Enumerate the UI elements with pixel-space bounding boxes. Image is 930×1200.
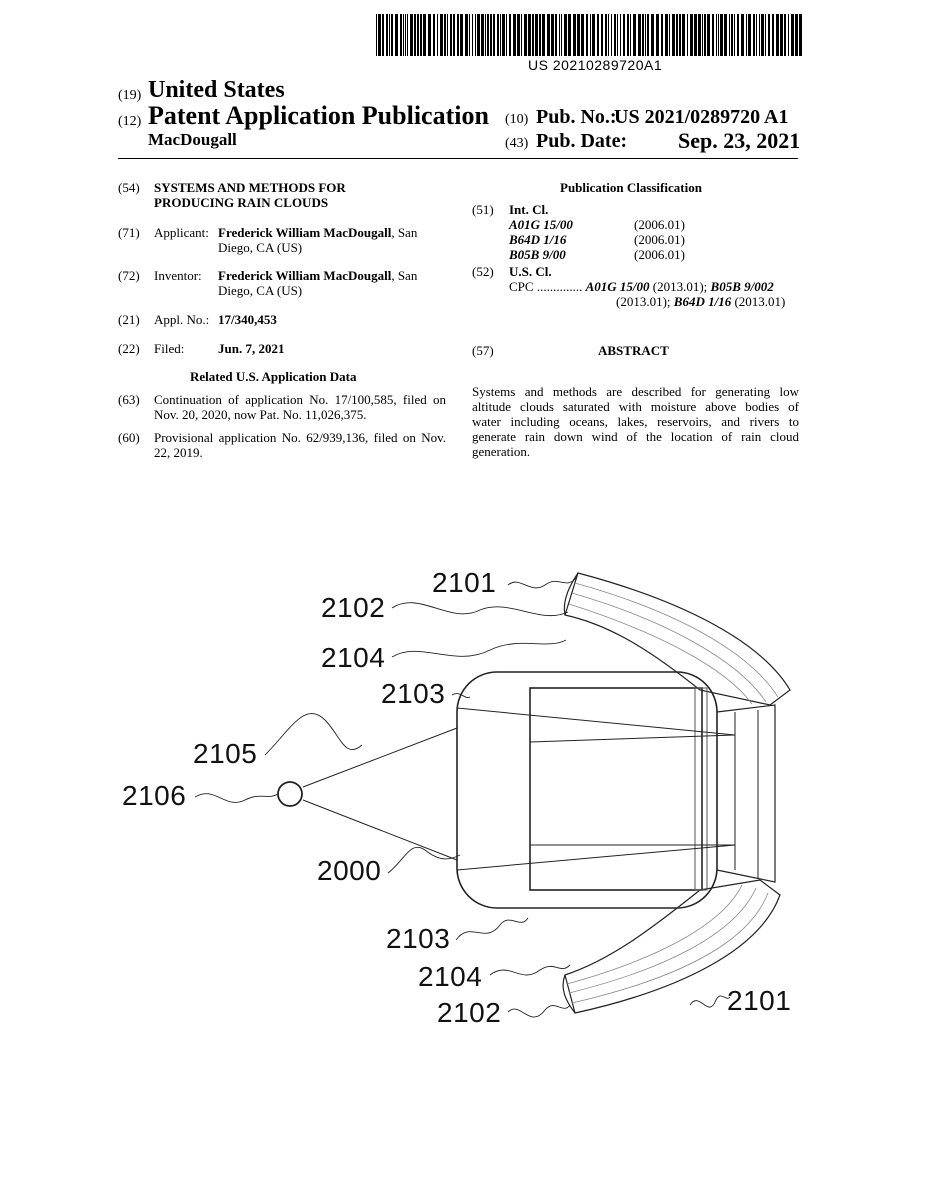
barcode-bar bbox=[724, 14, 727, 56]
barcode-bar bbox=[665, 14, 668, 56]
int-class-3-year: (2006.01) bbox=[634, 247, 685, 262]
inner-box bbox=[530, 688, 702, 890]
barcode-bar bbox=[611, 14, 612, 56]
barcode-bar bbox=[444, 14, 446, 56]
barcode-bar bbox=[521, 14, 522, 56]
barcode-bar bbox=[651, 14, 654, 56]
barcode-bar bbox=[517, 14, 520, 56]
barcode-bar bbox=[746, 14, 747, 56]
cpc-class-1: A01G 15/00 bbox=[585, 279, 650, 294]
appl-code: (21) bbox=[118, 312, 140, 327]
label-2106: 2106 bbox=[122, 780, 187, 811]
upper-wing-band-3 bbox=[569, 604, 752, 704]
barcode-bar bbox=[403, 14, 404, 56]
leader-2104-bottom bbox=[490, 965, 570, 975]
barcode-bar bbox=[718, 14, 719, 56]
us-cl-code: (52) bbox=[472, 264, 494, 279]
abstract-line-3: water including oceans, lakes, reservoirs, and rivers to bbox=[472, 414, 799, 429]
barcode-bar bbox=[437, 14, 438, 56]
barcode-bar bbox=[509, 14, 511, 56]
barcode-bar bbox=[784, 14, 786, 56]
barcode-bar bbox=[642, 14, 644, 56]
projection-line-bottom bbox=[303, 800, 457, 860]
abstract-heading: ABSTRACT bbox=[598, 343, 669, 358]
barcode-bar bbox=[513, 14, 516, 56]
barcode-bar bbox=[460, 14, 463, 56]
label-2102-bottom: 2102 bbox=[437, 997, 502, 1028]
abstract-line-4: generate rain down wind of the location of rain cloud bbox=[472, 429, 799, 444]
leader-2105 bbox=[265, 713, 362, 755]
leader-2106 bbox=[195, 794, 278, 803]
barcode-bar bbox=[756, 14, 757, 56]
barcode-bar bbox=[391, 14, 393, 56]
cpc-class-2-year: (2013.01); bbox=[616, 294, 671, 309]
abstract-line-2: altitude clouds saturated with moisture above bodies of bbox=[472, 399, 799, 414]
code-19: (19) bbox=[118, 88, 142, 103]
leader-2101-top bbox=[508, 578, 576, 588]
label-2104-bottom: 2104 bbox=[418, 961, 483, 992]
barcode-bar bbox=[698, 14, 701, 56]
cpc-class-3: B64D 1/16 bbox=[673, 294, 732, 309]
barcode-bar bbox=[477, 14, 480, 56]
label-2104-top: 2104 bbox=[321, 642, 386, 673]
barcode-bar bbox=[704, 14, 706, 56]
barcode-bar bbox=[506, 14, 507, 56]
barcode-bar bbox=[627, 14, 629, 56]
appl-label: Appl. No.: bbox=[154, 312, 210, 327]
int-cl-code: (51) bbox=[472, 202, 494, 217]
applicant-label: Applicant: bbox=[154, 225, 209, 240]
upper-wing-band-2 bbox=[572, 593, 766, 702]
barcode-bar bbox=[551, 14, 554, 56]
barcode-bar bbox=[623, 14, 625, 56]
barcode-number: US 20210289720A1 bbox=[528, 57, 663, 73]
abstract-line-1: Systems and methods are described for generating low bbox=[472, 384, 799, 399]
barcode-bar bbox=[389, 14, 390, 56]
int-class-2-year: (2006.01) bbox=[634, 232, 685, 247]
barcode-bar bbox=[768, 14, 770, 56]
source-circle bbox=[278, 782, 302, 806]
continuation-line-1: Continuation of application No. 17/100,585, filed on bbox=[154, 392, 446, 407]
barcode-bar bbox=[481, 14, 484, 56]
barcode-bar bbox=[400, 14, 402, 56]
barcode-bar bbox=[493, 14, 495, 56]
title-code: (54) bbox=[118, 180, 140, 195]
pub-no-label: Pub. No.: bbox=[536, 106, 617, 128]
label-2103-bottom: 2103 bbox=[386, 923, 451, 954]
pub-date-value: Sep. 23, 2021 bbox=[678, 128, 801, 153]
right-panel-inner bbox=[735, 710, 758, 878]
barcode-bar bbox=[561, 14, 562, 56]
barcode-bar bbox=[753, 14, 755, 56]
cpc-line-2 bbox=[616, 294, 785, 310]
barcode-bar bbox=[528, 14, 531, 56]
barcode-bar bbox=[716, 14, 717, 56]
us-cl-label: U.S. Cl. bbox=[509, 264, 552, 279]
leader-2101-bottom bbox=[690, 996, 730, 1007]
cpc-dots: .............. bbox=[536, 279, 583, 294]
inventor-surname: MacDougall bbox=[148, 130, 237, 149]
code-10: (10) bbox=[505, 112, 529, 127]
inventor-location-1: , San bbox=[391, 268, 418, 283]
label-2000: 2000 bbox=[317, 855, 382, 886]
barcode-bar bbox=[795, 14, 798, 56]
barcode-bar bbox=[672, 14, 675, 56]
barcode-bar bbox=[581, 14, 584, 56]
barcode-bar bbox=[535, 14, 538, 56]
barcode-bar bbox=[428, 14, 431, 56]
barcode-bar bbox=[647, 14, 649, 56]
code-12: (12) bbox=[118, 114, 142, 129]
applicant-location-2: Diego, CA (US) bbox=[218, 240, 303, 255]
label-2102-top: 2102 bbox=[321, 592, 386, 623]
barcode-bar bbox=[475, 14, 476, 56]
barcode-bar bbox=[772, 14, 774, 56]
barcode-bar bbox=[382, 14, 384, 56]
barcode-bar bbox=[608, 14, 609, 56]
cpc-class-2: B05B 9/002 bbox=[710, 279, 774, 294]
leader-2102-top bbox=[392, 603, 568, 616]
cpc-class-3-year: (2013.01) bbox=[734, 294, 786, 309]
inventor-line-1 bbox=[218, 268, 417, 284]
barcode-bar bbox=[590, 14, 591, 56]
pub-date-label: Pub. Date: bbox=[536, 130, 628, 152]
internal-line-4 bbox=[457, 845, 735, 870]
barcode-bar bbox=[547, 14, 550, 56]
leader-2102-bottom bbox=[508, 1005, 570, 1017]
barcode-bar bbox=[472, 14, 473, 56]
barcode-bar bbox=[676, 14, 678, 56]
pub-no-value: US 2021/0289720 A1 bbox=[614, 106, 789, 128]
barcode-bar bbox=[487, 14, 489, 56]
filed-code: (22) bbox=[118, 341, 140, 356]
barcode-bar bbox=[605, 14, 607, 56]
barcode-bar bbox=[453, 14, 455, 56]
barcode-bar bbox=[376, 14, 377, 56]
barcode-bar bbox=[469, 14, 470, 56]
barcode-bar bbox=[568, 14, 571, 56]
lower-wing-band-2 bbox=[569, 888, 756, 993]
barcode-bar bbox=[679, 14, 681, 56]
barcode-bar bbox=[761, 14, 764, 56]
provisional-code: (60) bbox=[118, 430, 140, 445]
barcode-bar bbox=[502, 14, 505, 56]
barcode-bar bbox=[690, 14, 693, 56]
int-class-3: B05B 9/00 bbox=[509, 247, 566, 262]
barcode-bar bbox=[500, 14, 501, 56]
projection-line-top bbox=[303, 728, 457, 787]
leader-2103-bottom bbox=[456, 918, 528, 940]
barcode-bar bbox=[614, 14, 616, 56]
barcode-bar bbox=[457, 14, 459, 56]
barcode-bar bbox=[423, 14, 426, 56]
barcode-bar bbox=[586, 14, 588, 56]
barcode-bar bbox=[597, 14, 599, 56]
barcode-bar bbox=[378, 14, 381, 56]
barcode-bar bbox=[694, 14, 697, 56]
barcode-bar bbox=[788, 14, 789, 56]
applicant-location-1: , San bbox=[391, 225, 418, 240]
barcode-bar bbox=[447, 14, 448, 56]
barcode-bar bbox=[539, 14, 541, 56]
barcode-bar bbox=[682, 14, 685, 56]
classification-heading: Publication Classification bbox=[560, 180, 702, 195]
barcode-bar bbox=[417, 14, 419, 56]
barcode-bar bbox=[669, 14, 670, 56]
provisional-line-2: 22, 2019. bbox=[154, 445, 203, 460]
filed-value: Jun. 7, 2021 bbox=[218, 341, 285, 356]
barcode-bar bbox=[748, 14, 751, 56]
leader-2000 bbox=[388, 847, 460, 873]
barcode-bar bbox=[450, 14, 452, 56]
barcode-bar bbox=[734, 14, 735, 56]
title-line-2: PRODUCING RAIN CLOUDS bbox=[154, 195, 329, 210]
barcode-bar bbox=[592, 14, 595, 56]
cpc-class-1-year: (2013.01); bbox=[652, 279, 708, 294]
barcode-bar bbox=[687, 14, 688, 56]
barcode-bar bbox=[799, 14, 802, 56]
inventor-label: Inventor: bbox=[154, 268, 202, 283]
barcode-bar bbox=[573, 14, 576, 56]
barcode-bar bbox=[410, 14, 413, 56]
barcode-icon bbox=[376, 14, 802, 58]
barcode-bar bbox=[485, 14, 486, 56]
barcode-bar bbox=[720, 14, 723, 56]
barcode-bar bbox=[645, 14, 646, 56]
internal-line-2 bbox=[530, 735, 735, 742]
leader-2104-top bbox=[392, 640, 566, 657]
barcode-bar bbox=[656, 14, 659, 56]
int-class-2: B64D 1/16 bbox=[509, 232, 567, 247]
country-title: United States bbox=[148, 77, 285, 103]
barcode-bar bbox=[414, 14, 416, 56]
publication-type: Patent Application Publication bbox=[148, 101, 489, 130]
appl-value: 17/340,453 bbox=[218, 312, 277, 327]
barcode-bar bbox=[440, 14, 443, 56]
label-2101-bottom: 2101 bbox=[727, 985, 792, 1016]
label-2101-top: 2101 bbox=[432, 567, 497, 598]
barcode-bar bbox=[601, 14, 603, 56]
barcode-bar bbox=[729, 14, 730, 56]
barcode-bar bbox=[420, 14, 422, 56]
filed-label: Filed: bbox=[154, 341, 185, 356]
barcode-bar bbox=[405, 14, 406, 56]
inventor-location-2: Diego, CA (US) bbox=[218, 283, 303, 298]
barcode-bar bbox=[465, 14, 468, 56]
barcode-bar bbox=[407, 14, 408, 56]
barcode-bar bbox=[712, 14, 714, 56]
provisional-line-1: Provisional application No. 62/939,136, filed on Nov. bbox=[154, 430, 446, 445]
inventor-code: (72) bbox=[118, 268, 140, 283]
barcode-bar bbox=[741, 14, 744, 56]
barcode-bar bbox=[661, 14, 663, 56]
housing bbox=[457, 672, 717, 908]
barcode-bar bbox=[433, 14, 435, 56]
header-divider bbox=[118, 158, 798, 159]
barcode-bar bbox=[577, 14, 580, 56]
barcode-bar bbox=[791, 14, 794, 56]
lower-wing-band-3 bbox=[567, 885, 742, 984]
cpc-label: CPC bbox=[509, 279, 534, 294]
applicant-code: (71) bbox=[118, 225, 140, 240]
internal-line-1 bbox=[457, 708, 735, 735]
barcode-bar bbox=[731, 14, 733, 56]
barcode-bar bbox=[765, 14, 766, 56]
barcode-bar bbox=[620, 14, 621, 56]
int-cl-label: Int. Cl. bbox=[509, 202, 549, 217]
title-line-1: SYSTEMS AND METHODS FOR bbox=[154, 180, 346, 195]
right-panel-outer bbox=[717, 705, 775, 882]
int-class-1-year: (2006.01) bbox=[634, 217, 685, 232]
continuation-line-2: Nov. 20, 2020, now Pat. No. 11,026,375. bbox=[154, 407, 367, 422]
barcode-bar bbox=[633, 14, 636, 56]
barcode-bar bbox=[630, 14, 631, 56]
label-2105: 2105 bbox=[193, 738, 258, 769]
inventor-name: Frederick William MacDougall bbox=[218, 268, 392, 283]
barcode-bar bbox=[702, 14, 703, 56]
label-2103-top: 2103 bbox=[381, 678, 446, 709]
abstract-body bbox=[472, 384, 799, 459]
cpc-line-1 bbox=[509, 279, 799, 295]
applicant-line-1 bbox=[218, 225, 417, 241]
barcode-bar bbox=[532, 14, 534, 56]
barcode-bar bbox=[490, 14, 492, 56]
upper-wing-outer bbox=[565, 573, 790, 705]
barcode-bar bbox=[386, 14, 388, 56]
barcode-bar bbox=[395, 14, 398, 56]
barcode-bar bbox=[759, 14, 760, 56]
barcode-bar bbox=[776, 14, 779, 56]
barcode-bar bbox=[497, 14, 499, 56]
continuation-code: (63) bbox=[118, 392, 140, 407]
barcode-bar bbox=[555, 14, 557, 56]
related-heading: Related U.S. Application Data bbox=[190, 369, 357, 384]
barcode-bar bbox=[638, 14, 641, 56]
applicant-name: Frederick William MacDougall bbox=[218, 225, 392, 240]
barcode-bar bbox=[737, 14, 739, 56]
abstract-line-5: generation. bbox=[472, 444, 531, 459]
barcode-bar bbox=[564, 14, 567, 56]
barcode-bar bbox=[780, 14, 783, 56]
barcode-bar bbox=[617, 14, 618, 56]
barcode-bar bbox=[707, 14, 710, 56]
barcode-bar bbox=[524, 14, 527, 56]
abstract-code: (57) bbox=[472, 343, 494, 358]
barcode-bar bbox=[559, 14, 560, 56]
barcode-bar bbox=[542, 14, 545, 56]
int-class-1: A01G 15/00 bbox=[509, 217, 573, 232]
code-43: (43) bbox=[505, 136, 529, 151]
hatched-strip bbox=[695, 688, 707, 890]
